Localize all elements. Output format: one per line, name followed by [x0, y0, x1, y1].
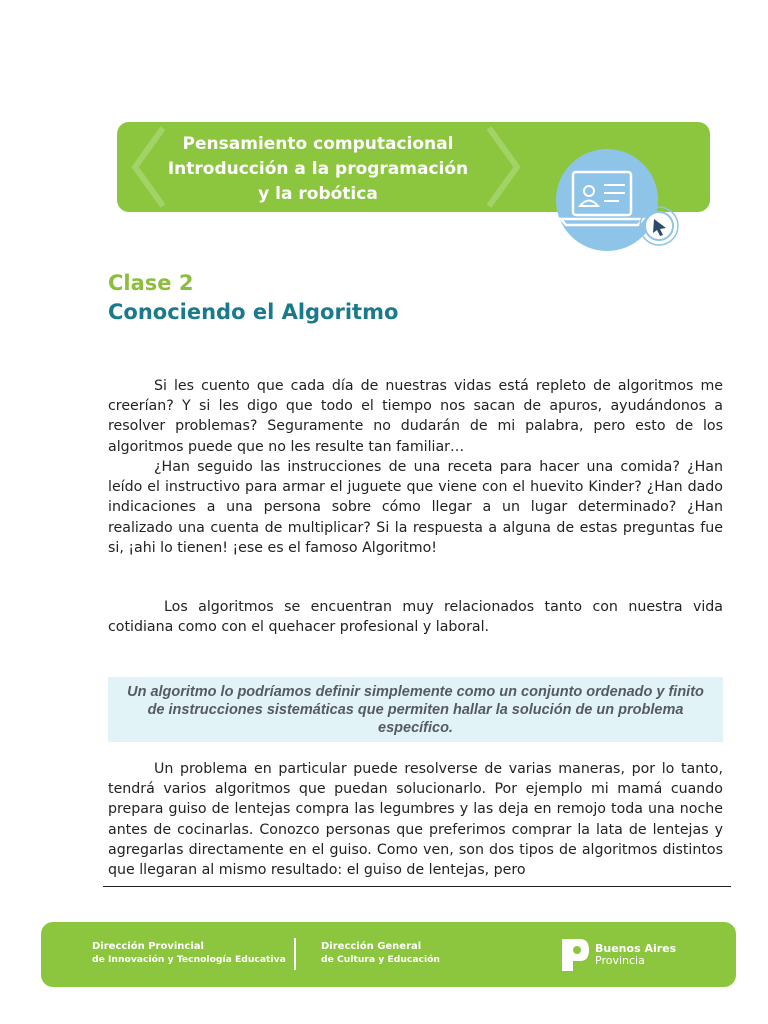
footer-divider	[294, 938, 296, 970]
banner-title-line: y la robótica	[258, 184, 378, 204]
banner-title-line: Pensamiento computacional	[182, 134, 454, 154]
footer-text: Dirección Provincial	[92, 941, 204, 952]
paragraph-questions: ¿Han seguido las instrucciones de una receta para hacer una comida? ¿Han leído el instructivo para armar el juguete que viene con el huevito Kinder? ¿Han dado indicaciones a una persona sobre cómo llegar a un lugar determinado? ¿Han realizado una cuenta de multiplicar? Si la respuesta a alguna de estas preguntas fue si, ¡ahi lo tienen! ¡ese es el famoso Algoritmo!	[108, 459, 723, 556]
banner-title	[153, 132, 483, 207]
page-title: Conociendo el Algoritmo	[108, 300, 399, 324]
class-number: Clase 2	[108, 271, 194, 295]
paragraph-relation: Los algoritmos se encuentran muy relacionados tanto con nuestra vida cotidiana como con el quehacer profesional y laboral.	[108, 599, 723, 636]
footer-brand-name: Buenos Aires	[595, 942, 677, 955]
buenos-aires-provincia-logo	[560, 937, 590, 973]
footer-text: Dirección General	[321, 941, 422, 952]
footer-innovation-directorate	[92, 940, 286, 966]
footer-brand	[595, 943, 676, 967]
laptop-user-icon	[547, 148, 682, 254]
divider-line	[103, 886, 731, 887]
definition-callout: Un algoritmo lo podríamos definir simplemente como un conjunto ordenado y finito de instrucciones sistemáticas que permiten hallar la solución de un problema específico.	[108, 677, 723, 742]
footer-brand-sub: Provincia	[595, 954, 645, 967]
paragraph-intro: Si les cuento que cada día de nuestras vidas está repleto de algoritmos me creerían? Y si les digo que todo el tiempo nos sacan de apuros, ayudándonos a resolver problemas? Seguramente no dudarán de mi palabra, pero esto de los algoritmos puede que no les resulte tan familiar…	[108, 378, 723, 455]
paragraph-example: Un problema en particular puede resolverse de varias maneras, por lo tanto, tendrá varios algoritmos que puedan solucionarlo. Por ejemplo mi mamá cuando prepara guiso de lentejas compra las legumbres y las deja en remojo toda una noche antes de cocinarlas. Conozco personas que preferimos comprar la lata de lentejas y agregarlas directamente en el guiso. Como ven, son dos tipos de algoritmos distintos que llegaran al mismo resultado: el guiso de lentejas, pero	[108, 761, 723, 879]
banner-title-line: Introducción a la programación	[167, 159, 469, 179]
footer-text: de Cultura y Educación	[321, 954, 440, 965]
footer-general-directorate	[321, 940, 440, 966]
page-footer	[41, 922, 736, 987]
footer-text: de Innovación y Tecnología Educativa	[92, 954, 286, 965]
